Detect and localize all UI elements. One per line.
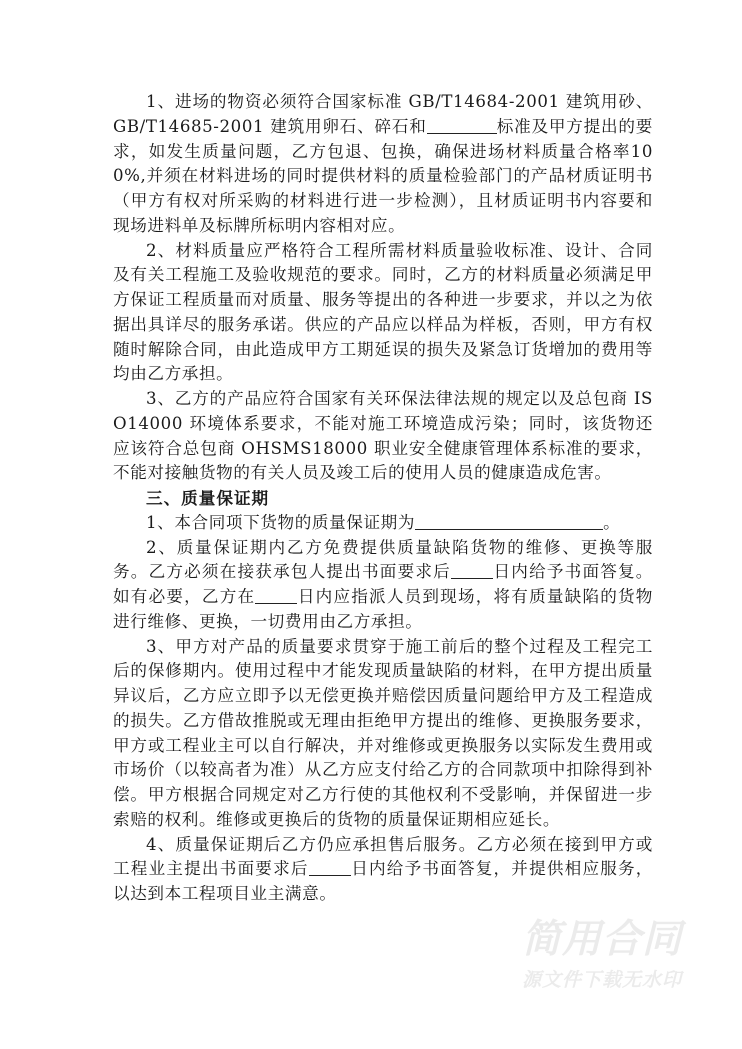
section-heading-warranty: 三、质量保证期 <box>146 488 270 508</box>
warranty-4-after-sales <box>113 833 653 907</box>
watermark <box>512 917 692 993</box>
blank-field-standard[interactable] <box>427 117 497 134</box>
clause-1-material-standards <box>113 90 653 239</box>
watermark-tagline: 源文件下载无水印 <box>521 969 682 991</box>
warranty-3-quality-requirements: 3、甲方对产品的质量要求贯穿于施工前后的整个过程及工程完工后的保修期内。使用过程中才能发现质量缺陷的材料，在甲方提出质量异议后，乙方应立即予以无偿更换并赔偿因质量问题给甲方及工程造成的损失。乙方借故推脱或无理由拒绝甲方提出的维修、更换服务要求，甲方或工程业主可以自行解决，并对维修或更换服务以实际发生费用或市场价（以较高者为准）从乙方应支付给乙方的合同款项中扣除得到补偿。甲方根据合同规定对乙方行使的其他权利不受影响，并保留进一步索赔的权利。维修或更换后的货物的质量保证期相应延长。 <box>113 636 653 829</box>
warranty-2-text-c: 日内应指派人员到现场，将有质量缺陷的货物进行维修、更换，一切费用由乙方承担。 <box>113 587 654 631</box>
warranty-2-text-a: 2、质量保证期内乙方免费提供质量缺陷货物的维修、更换等服务。乙方必须在接获承包人提出书面要求后 <box>113 537 653 582</box>
warranty-1-period <box>113 511 653 536</box>
warranty-1-text-b: 。 <box>603 512 621 532</box>
warranty-4-text-a: 4、质量保证期后乙方仍应承担售后服务。乙方必须在接到甲方或工程业主提出书面要求后 <box>113 834 653 879</box>
warranty-2-free-service <box>113 536 653 635</box>
blank-field-after-sales-days[interactable] <box>309 859 351 876</box>
blank-field-warranty-period[interactable] <box>415 513 603 530</box>
clause-2-material-quality: 2、材料质量应严格符合工程所需材料质量验收标准、设计、合同及有关工程施工及验收规范的要求。同时，乙方的材料质量必须满足甲方保证工程质量而对质量、服务等提出的各种进一步要求，并以之为依据出具详尽的服务承诺。供应的产品应以样品为样板，否则，甲方有权随时解除合同，由此造成甲方工期延误的损失及紧急订货增加的费用等均由乙方承担。 <box>113 240 653 384</box>
warranty-2-text-b: 日内给予书面答复。如有必要，乙方在 <box>113 562 653 606</box>
clause-3-environmental: 3、乙方的产品应符合国家有关环保法律法规的规定以及总包商 ISO14000 环境体系要求，不能对施工环境造成污染；同时，该货物还应该符合总包商 OHSMS18000 职业安全健康管理体系标准的要求，不能对接触货物的有关人员及竣工后的使用人员的健康造成危害。 <box>113 389 653 483</box>
watermark-brand: 简用合同 <box>521 917 682 962</box>
blank-field-dispatch-days[interactable] <box>255 587 297 604</box>
warranty-4-text-b: 日内给予书面答复，并提供相应服务，以达到本工程项目业主满意。 <box>113 859 653 903</box>
blank-field-reply-days[interactable] <box>451 562 493 579</box>
warranty-1-text-a: 1、本合同项下货物的质量保证期为 <box>146 512 416 532</box>
document-page <box>113 90 653 907</box>
clause-1-text-b: 标准及甲方提出的要求，如发生质量问题，乙方包退、包换，确保进场材料质量合格率100%,并须在材料进场的同时提供材料的质量检验部门的产品材质证明书（甲方有权对所采购的材料进行进一步检测），且材质证明书内容要和现场进料单及标牌所标明内容相对应。 <box>113 116 653 235</box>
clause-1-text-a: 1、进场的物资必须符合国家标准 GB/T14684-2001 建筑用砂、GB/T14685-2001 建筑用卵石、碎石和 <box>113 92 653 136</box>
